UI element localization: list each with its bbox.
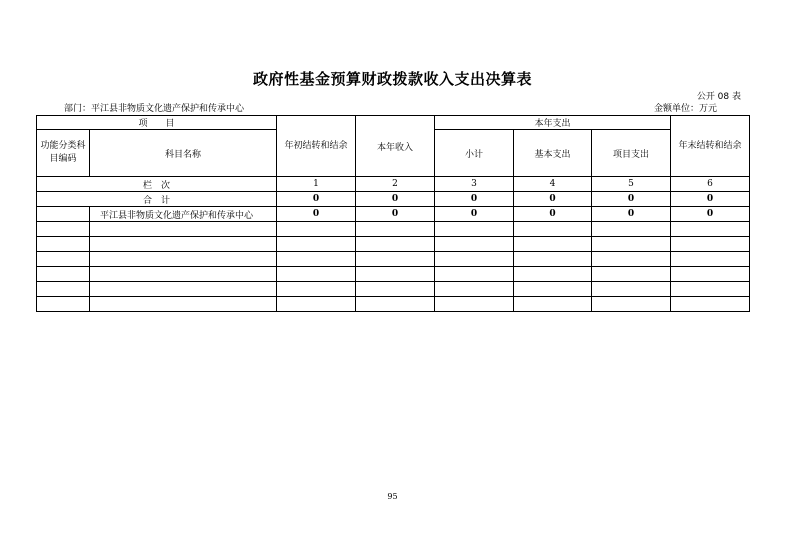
header-basic: 基本支出: [514, 130, 592, 177]
row-value: 0: [514, 207, 592, 222]
header-subject-name: 科目名称: [90, 130, 277, 177]
empty-row: [37, 222, 750, 237]
empty-row: [37, 252, 750, 267]
column-index: 6: [671, 177, 750, 192]
total-value: 0: [671, 192, 750, 207]
header-project: 项目支出: [592, 130, 671, 177]
header-begin-balance: 年初结转和结余: [277, 116, 356, 177]
row-value: 0: [356, 207, 435, 222]
column-index: 5: [592, 177, 671, 192]
total-value: 0: [435, 192, 514, 207]
budget-table: [36, 115, 750, 312]
total-row: [37, 192, 750, 207]
row-value: 0: [277, 207, 356, 222]
total-value: 0: [514, 192, 592, 207]
header-item: 项 目: [37, 116, 277, 130]
header-row-1: [37, 116, 750, 130]
total-value: 0: [356, 192, 435, 207]
column-index-row: [37, 177, 750, 192]
page-number: 95: [387, 492, 398, 501]
column-index: 2: [356, 177, 435, 192]
row-name: 平江县非物质文化遗产保护和传承中心: [90, 207, 277, 222]
row-code: [37, 207, 90, 222]
total-value: 0: [592, 192, 671, 207]
column-index: 3: [435, 177, 514, 192]
column-index-label: 栏 次: [37, 177, 277, 192]
empty-row: [37, 282, 750, 297]
empty-row: [37, 267, 750, 282]
total-value: 0: [277, 192, 356, 207]
column-index: 1: [277, 177, 356, 192]
empty-row: [37, 297, 750, 312]
column-index: 4: [514, 177, 592, 192]
table-row: [37, 207, 750, 222]
empty-row: [37, 237, 750, 252]
row-value: 0: [435, 207, 514, 222]
department-label: 部门：平江县非物质文化遗产保护和传承中心: [64, 104, 245, 114]
header-end-balance: 年末结转和结余: [671, 116, 750, 177]
header-expenditure: 本年支出: [435, 116, 671, 130]
header-func-code: 功能分类科目编码: [37, 130, 90, 177]
form-number: 公开 08 表: [696, 92, 741, 102]
report-title: 政府性基金预算财政拨款收入支出决算表: [252, 70, 532, 88]
unit-label: 金额单位：万元: [653, 104, 717, 114]
row-value: 0: [671, 207, 750, 222]
header-subtotal: 小计: [435, 130, 514, 177]
row-value: 0: [592, 207, 671, 222]
total-label: 合 计: [37, 192, 277, 207]
header-income: 本年收入: [356, 116, 435, 177]
